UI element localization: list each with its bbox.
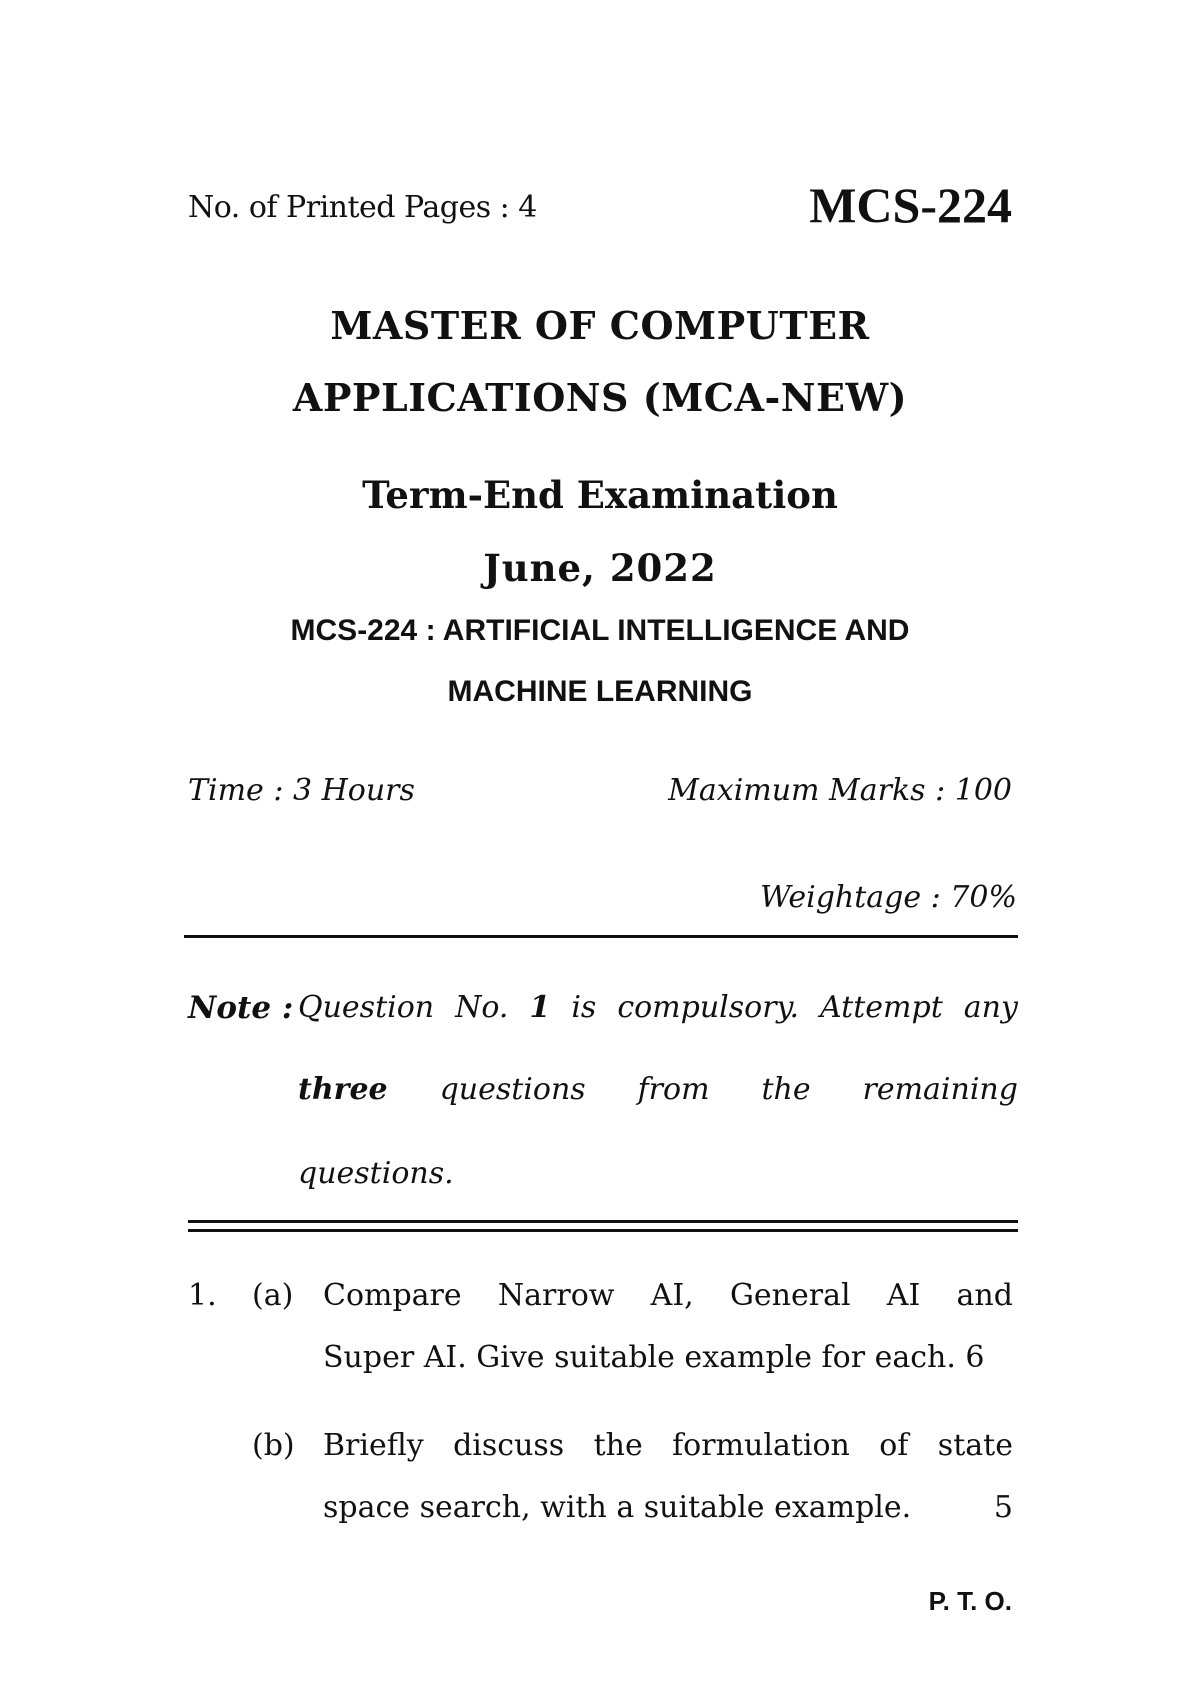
note-word: Question — [298, 990, 435, 1025]
note-label: Note : — [188, 990, 294, 1026]
please-turn-over: P. T. O. — [928, 1586, 1012, 1616]
divider — [184, 935, 1018, 938]
note-word: No. — [455, 990, 509, 1025]
time-allowed: Time : 3 Hours — [188, 773, 415, 808]
note-word: Attempt — [820, 990, 943, 1025]
maximum-marks: Maximum Marks : 100 — [668, 773, 1012, 808]
note-word: remaining — [862, 1072, 1018, 1107]
double-divider-bottom — [188, 1229, 1018, 1232]
course-title-line-1: MCS-224 : ARTIFICIAL INTELLIGENCE AND — [290, 614, 910, 647]
question-word: and — [956, 1278, 1013, 1313]
note-word: any — [963, 990, 1018, 1025]
note-word: is — [571, 990, 597, 1025]
question-word: Briefly — [323, 1428, 424, 1463]
note-line-3 — [298, 1156, 1018, 1191]
note-line-2 — [298, 1072, 1018, 1107]
question-word: the — [593, 1428, 643, 1463]
question-word: of — [879, 1428, 909, 1463]
note-word: questions — [439, 1072, 586, 1107]
course-title-line-2: MACHINE LEARNING — [447, 675, 753, 708]
question-part-label: (b) — [252, 1428, 295, 1463]
question-part-b-line-2 — [323, 1490, 1013, 1525]
question-word: discuss — [453, 1428, 565, 1463]
note-word: 1 — [529, 990, 551, 1025]
question-marks: 5 — [993, 1490, 1013, 1525]
question-word: General — [729, 1278, 851, 1313]
question-text: space search, with a suitable example. — [323, 1490, 912, 1525]
question-number: 1. — [188, 1278, 217, 1313]
question-word: formulation — [672, 1428, 850, 1463]
question-word: Narrow — [497, 1278, 615, 1313]
course-code: MCS-224 — [809, 177, 1012, 233]
double-divider-top — [188, 1220, 1018, 1223]
question-word: state — [937, 1428, 1013, 1463]
note-line-1 — [298, 990, 1018, 1025]
note-word: compulsory. — [617, 990, 800, 1025]
exam-date: June, 2022 — [483, 546, 717, 590]
question-word: Compare — [323, 1278, 462, 1313]
exam-title: Term-End Examination — [362, 473, 838, 517]
weightage: Weightage : 70% — [759, 880, 1017, 915]
printed-pages-count: No. of Printed Pages : 4 — [188, 190, 537, 225]
question-word: AI — [886, 1278, 921, 1313]
programme-title-line-2: APPLICATIONS (MCA-NEW) — [292, 375, 908, 420]
programme-title-line-1: MASTER OF COMPUTER — [330, 303, 870, 348]
question-word: AI, — [650, 1278, 694, 1313]
question-part-a-line-2: Super AI. Give suitable example for each. 6 — [323, 1340, 985, 1375]
note-word: from — [637, 1072, 710, 1107]
note-word: the — [761, 1072, 811, 1107]
question-part-b-line-1 — [323, 1428, 1013, 1463]
question-part-a-line-1 — [323, 1278, 1013, 1313]
question-part-label: (a) — [252, 1278, 294, 1313]
note-word-emphasis: three — [298, 1072, 388, 1107]
note-word: questions. — [298, 1156, 454, 1191]
